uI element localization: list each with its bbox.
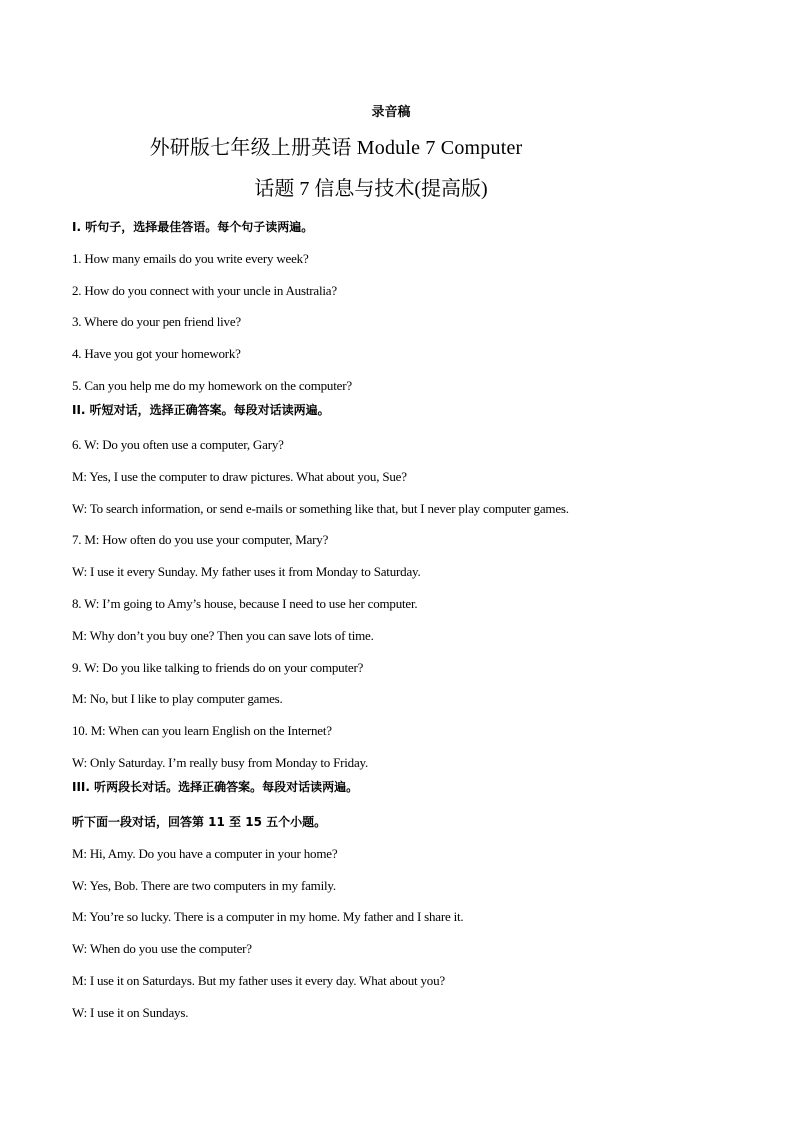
section-2-line: 10. M: When can you learn English on the Internet? (72, 723, 332, 738)
section-2-heading: II. 听短对话，选择正确答案。每段对话读两遍。 (72, 403, 330, 417)
section-2-line: 7. M: How often do you use your computer, Mary? (72, 532, 329, 547)
document-title: 外研版七年级上册英语 Module 7 Computer (149, 137, 523, 159)
section-1-line: 4. Have you got your homework? (72, 346, 241, 361)
section-1-line: 2. How do you connect with your uncle in Australia? (72, 283, 337, 298)
section-3-line: M: Hi, Amy. Do you have a computer in your home? (72, 846, 338, 861)
section-2-line: W: Only Saturday. I’m really busy from Monday to Friday. (72, 755, 369, 770)
section-3-line: M: You’re so lucky. There is a computer in my home. My father and I share it. (72, 909, 464, 924)
section-3-subheading: 听下面一段对话，回答第 11 至 15 五个小题。 (72, 815, 327, 829)
section-3-line: W: When do you use the computer? (72, 941, 252, 956)
section-2-line: W: I use it every Sunday. My father uses it from Monday to Saturday. (72, 564, 421, 579)
section-3-line: W: I use it on Sundays. (72, 1005, 189, 1020)
section-1-line: 5. Can you help me do my homework on the computer? (72, 378, 352, 393)
section-3-heading: III. 听两段长对话。选择正确答案。每段对话读两遍。 (72, 780, 359, 794)
section-2-line: 6. W: Do you often use a computer, Gary? (72, 437, 284, 452)
section-2-line: M: No, but I like to play computer games. (72, 691, 283, 706)
section-3-line: W: Yes, Bob. There are two computers in my family. (72, 878, 336, 893)
section-1-heading: Ⅰ. 听句子，选择最佳答语。每个句子读两遍。 (72, 220, 314, 234)
section-2-line: M: Yes, I use the computer to draw pictures. What about you, Sue? (72, 469, 407, 484)
section-1-line: 3. Where do your pen friend live? (72, 314, 241, 329)
section-2-line: W: To search information, or send e-mails or something like that, but I never play computer games. (72, 501, 569, 516)
transcript-label: 录音稿 (371, 105, 411, 120)
document-subtitle: 话题 7 信息与技术(提高版) (254, 178, 488, 200)
section-2-line: 8. W: I’m going to Amy’s house, because I need to use her computer. (72, 596, 418, 611)
section-2-line: 9. W: Do you like talking to friends do on your computer? (72, 660, 364, 675)
section-1-line: 1. How many emails do you write every week? (72, 251, 309, 266)
section-3-line: M: I use it on Saturdays. But my father uses it every day. What about you? (72, 973, 445, 988)
section-2-line: M: Why don’t you buy one? Then you can save lots of time. (72, 628, 374, 643)
